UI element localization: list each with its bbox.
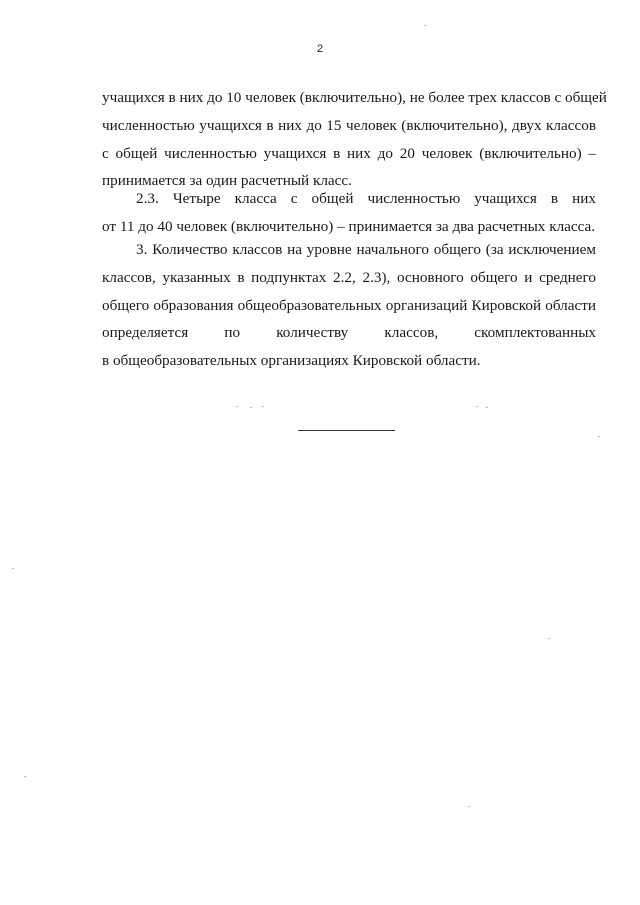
paragraph-line: учащихся в них до 10 человек (включительно), не более трех классов с общей (102, 89, 607, 106)
scan-speck (262, 406, 264, 407)
paragraph-line: 2.3. Четыре класса с общей численностью учащихся в них (136, 190, 596, 207)
scan-speck (236, 406, 238, 407)
paragraph-line: классов, указанных в подпунктах 2.2, 2.3), основного общего и среднего (102, 268, 596, 286)
scan-speck (12, 568, 14, 569)
scan-speck (548, 638, 550, 639)
paragraph-line: 3. Количество классов на уровне начального общего (за исключением (136, 241, 596, 258)
scan-speck (486, 407, 488, 408)
paragraph-item-2-3 (102, 185, 596, 241)
scan-speck (250, 407, 252, 408)
scan-speck (424, 25, 426, 26)
paragraph-line: общего образования общеобразовательных организаций Кировской области (102, 296, 596, 314)
paragraph-item-3 (102, 236, 596, 375)
scan-speck (598, 436, 600, 437)
scan-speck (476, 406, 478, 407)
paragraph-continuation (102, 84, 607, 195)
paragraph-line: от 11 до 40 человек (включительно) – принимается за два расчетных класса. (102, 217, 596, 235)
scan-speck (24, 776, 26, 777)
scan-speck (468, 806, 470, 807)
paragraph-line: с общей численностью учащихся в них до 20 человек (включительно) – (102, 144, 596, 162)
end-separator-line (298, 430, 395, 431)
paragraph-line: численностью учащихся в них до 15 человек (включительно), двух классов (102, 116, 596, 134)
paragraph-line: принимается за один расчетный класс. (102, 172, 352, 190)
page-number: 2 (316, 43, 324, 55)
paragraph-line: в общеобразовательных организациях Кировской области. (102, 352, 481, 370)
paragraph-line: определяется по количеству классов, скомплектованных (102, 324, 596, 342)
